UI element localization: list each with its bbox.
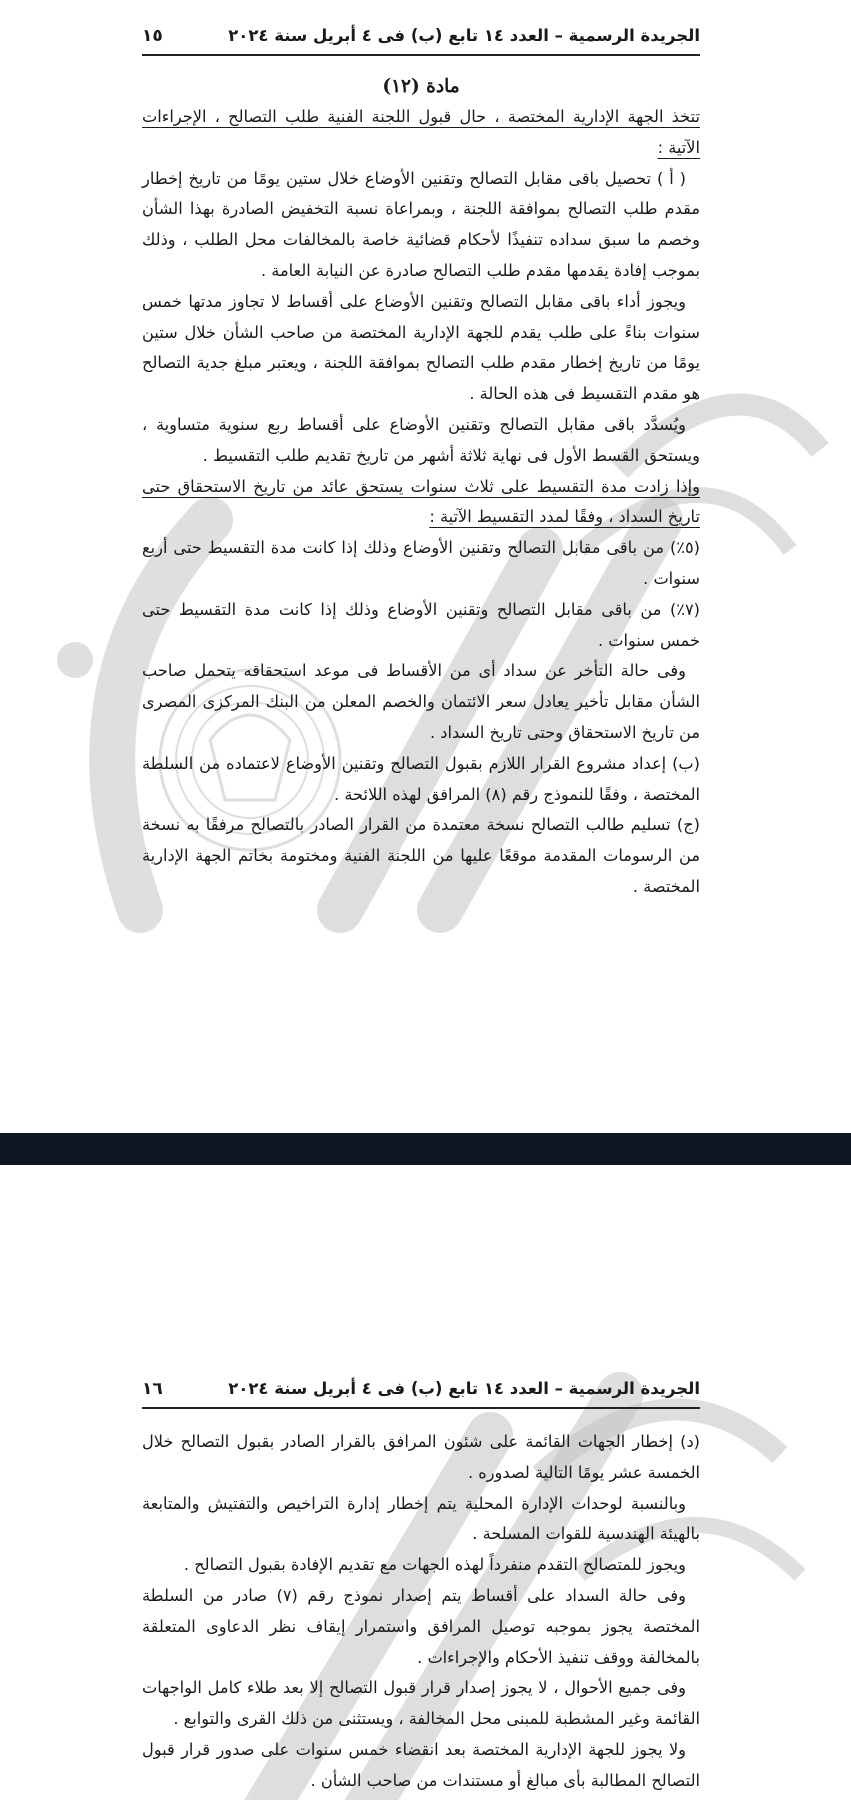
article-heading: مادة (١٢) [382,76,460,97]
rate-seven-percent: (٧٪) من باقى مقابل التصالح وتقنين الأوضاع وذلك إذا كانت مدة التقسيط حتى خمس سنوات . [142,599,700,650]
interest-paragraph: وإذا زادت مدة التقسيط على ثلاث سنوات يستحق عائد من تاريخ الاستحقاق حتى تاريخ السداد ، وفقًا لمدد التقسيط الآتية : [142,476,700,527]
five-years-limit-paragraph: ولا يجوز للجهة الإدارية المختصة بعد انقضاء خمس سنوات على صدور قرار قبول التصالح المطالبة بأى مبالغ أو مستندات من صاحب الشأن . [142,1739,700,1790]
header-title: الجريدة الرسمية – العدد ١٤ تابع (ب) فى ٤ أبريل سنة ٢٠٢٤ [228,1379,700,1398]
header-title: الجريدة الرسمية – العدد ١٤ تابع (ب) فى ٤ أبريل سنة ٢٠٢٤ [228,26,700,45]
form-seven-paragraph: وفى حالة السداد على أقساط يتم إصدار نموذج رقم (٧) صادر من السلطة المختصة يجوز بموجبه توصيل المرافق واستمرار إيقاف نظر الدعاوى المتعلقة بالمخالفة ووقف تنفيذ الأحكام والإجراءات . [142,1585,700,1667]
running-header [142,24,700,56]
page-number: ١٦ [142,1379,163,1399]
page-number: ١٥ [142,26,163,46]
page-separator-band [0,1133,851,1165]
local-admin-paragraph: وبالنسبة لوحدات الإدارة المحلية يتم إخطار إدارة التراخيص والتفتيش والمتابعة بالهيئة الهندسية للقوات المسلحة . [142,1493,700,1544]
running-header [142,1377,700,1409]
clause-c: (ج) تسليم طالب التصالح نسخة معتمدة من القرار الصادر بالتصالح مرفقًا به نسخة من الرسومات المقدمة موقعًا عليها من اللجنة الفنية ومختومة بخاتم الجهة الإدارية المختصة . [142,815,700,896]
individual-submission-paragraph: ويجوز للمتصالح التقدم منفرداً لهذه الجهات مع تقديم الإفادة بقبول التصالح . [183,1555,686,1575]
clause-a: ( أ ) تحصيل باقى مقابل التصالح وتقنين الأوضاع خلال ستين يومًا من تاريخ إخطار مقدم طلب التصالح بموافقة اللجنة ، وبمراعاة نسبة التخفيض الصادرة بهذا الشأن وخصم ما سبق سداده تنفيذًا لأحكام قضائية خاصة بالمخالفات محل الطلب ، وذلك بموجب إفادة يقدمها مقدم طلب التصالح صادرة عن النيابة العامة . [142,168,700,280]
clause-b: (ب) إعداد مشروع القرار اللازم بقبول التصالح وتقنين الأوضاع لاعتماده من السلطة المختصة ، وفقًا للنموذج رقم (٨) المرافق لهذه اللائحة . [142,753,700,804]
facades-paragraph: وفى جميع الأحوال ، لا يجوز إصدار قرار قبول التصالح إلا بعد طلاء كامل الواجهات القائمة وغير المشطبة للمبنى محل المخالفة ، ويستثنى من ذلك القرى والتوابع . [142,1678,700,1729]
clause-d: (د) إخطار الجهات القائمة على شئون المرافق بالقرار الصادر بقبول التصالح خلال الخمسة عشر يومًا التالية لصدوره . [142,1432,700,1482]
article-body-continued [142,1427,700,1797]
article-body [142,72,700,903]
gazette-page-16 [0,1165,851,1800]
installments-paragraph: ويجوز أداء باقى مقابل التصالح وتقنين الأوضاع على أقساط لا تجاوز مدتها خمس سنوات بناءً على طلب يقدم للجهة الإدارية المختصة من صاحب الشأن خلال ستين يومًا من تاريخ إخطار مقدم طلب التصالح بموافقة اللجنة ، ويعتبر مبلغ جدية التصالح هو مقدم التقسيط فى هذه الحالة . [142,291,700,404]
rate-five-percent: (٥٪) من باقى مقابل التصالح وتقنين الأوضاع وذلك إذا كانت مدة التقسيط حتى أربع سنوات . [142,538,700,588]
quarterly-installments-paragraph: ويُسدَّد باقى مقابل التصالح وتقنين الأوضاع على أقساط ربع سنوية متساوية ، ويستحق القسط الأول فى نهاية ثلاثة أشهر من تاريخ تقديم طلب التقسيط . [142,414,700,465]
late-payment-paragraph: وفى حالة التأخر عن سداد أى من الأقساط فى موعد استحقاقه يتحمل صاحب الشأن مقابل تأخير يعادل سعر الائتمان والخصم المعلن من البنك المركزى المصرى من تاريخ الاستحقاق وحتى تاريخ السداد . [142,661,700,742]
article-intro: تتخذ الجهة الإدارية المختصة ، حال قبول اللجنة الفنية طلب التصالح ، الإجراءات الآتية : [142,107,700,157]
